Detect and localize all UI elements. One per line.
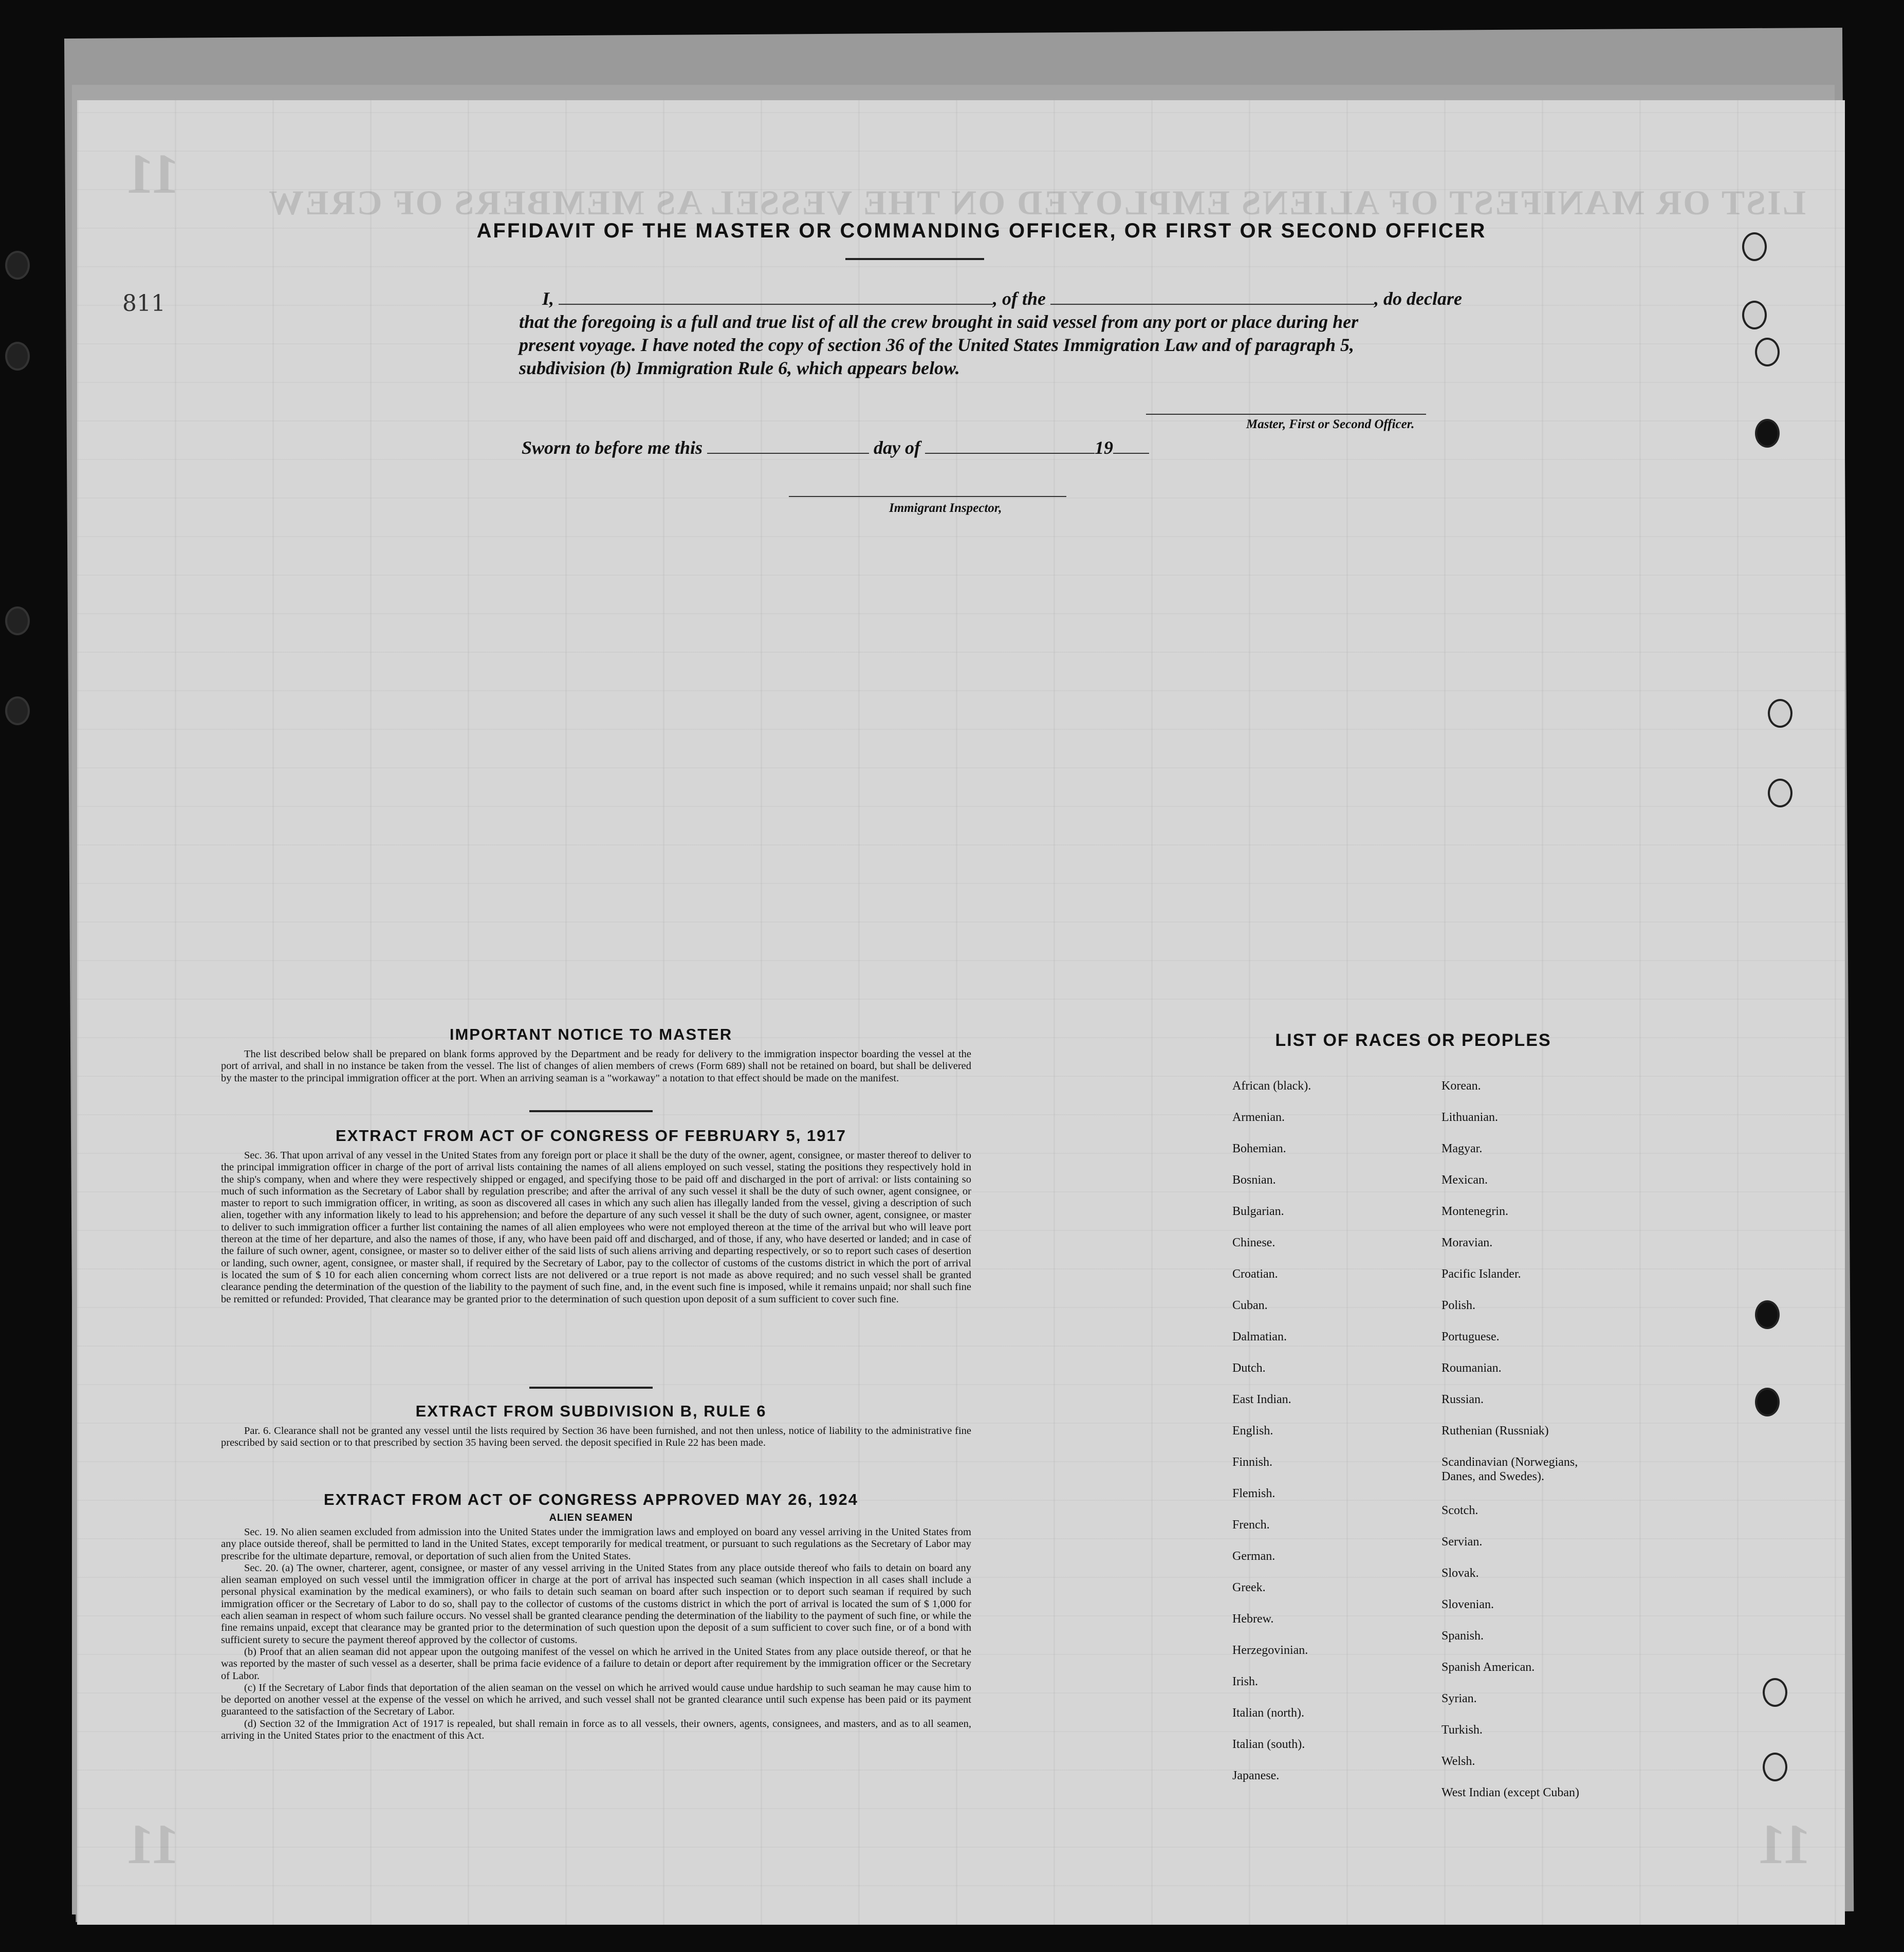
day-of-text: day of bbox=[874, 437, 921, 458]
race-item: Bosnian. bbox=[1232, 1173, 1276, 1187]
affidavit-i: I, bbox=[542, 288, 554, 309]
punch-hole bbox=[1742, 301, 1767, 329]
affidavit-declare: , do declare bbox=[1374, 288, 1462, 309]
race-item: Turkish. bbox=[1441, 1723, 1483, 1737]
binder-hole bbox=[5, 251, 30, 280]
race-item: Bulgarian. bbox=[1232, 1205, 1284, 1218]
race-item: Spanish American. bbox=[1441, 1661, 1535, 1674]
race-item: Mexican. bbox=[1441, 1173, 1488, 1187]
race-item: Japanese. bbox=[1232, 1769, 1280, 1782]
race-item: Pacific Islander. bbox=[1441, 1267, 1521, 1281]
sworn-line bbox=[509, 437, 1485, 458]
race-item: Cuban. bbox=[1232, 1299, 1268, 1312]
extract-1924-title: EXTRACT FROM ACT OF CONGRESS APPROVED MAY 26, 1924 bbox=[324, 1490, 858, 1508]
race-item: Italian (north). bbox=[1232, 1706, 1304, 1720]
punch-hole bbox=[1763, 1678, 1787, 1707]
vessel-field[interactable] bbox=[1050, 289, 1374, 305]
race-item: Scandinavian (Norwegians, bbox=[1441, 1456, 1578, 1469]
race-item: Bohemian. bbox=[1232, 1142, 1286, 1155]
binder-hole bbox=[5, 342, 30, 371]
race-item: Montenegrin. bbox=[1441, 1205, 1508, 1218]
race-item: East Indian. bbox=[1232, 1393, 1291, 1406]
race-item: Spanish. bbox=[1441, 1629, 1484, 1643]
race-item: Lithuanian. bbox=[1441, 1111, 1498, 1124]
punch-hole bbox=[1755, 1388, 1780, 1416]
extract-1917-title: EXTRACT FROM ACT OF CONGRESS OF FEBRUARY 5, 1917 bbox=[336, 1127, 846, 1145]
bleed-through-number: 11 bbox=[1758, 1813, 1811, 1875]
race-item: Korean. bbox=[1441, 1079, 1481, 1093]
race-item: Ruthenian (Russniak) bbox=[1441, 1424, 1549, 1438]
section-20c-paragraph: (c) If the Secretary of Labor finds that deportation of the alien seaman on the vessel on which he arrived would cause undue hardship to such seaman he may cause him to be deported on another vessel at the expense of the vessel on which he arrived, and such vessel shall not be granted clearance until such expense has been paid or its payment guaranteed to the satisfaction of the Secretary of Labor. bbox=[221, 1682, 971, 1718]
extract-1917-text bbox=[221, 1150, 971, 1305]
section-19-paragraph: Sec. 19. No alien seamen excluded from admission into the United States under the immigration laws and employed on board any vessel arriving in the United States from any place outside thereof, shall be permitted to land in the United States, except temporarily for medical treatment, or pursuant to such regulations as the Secretary of Labor may prescribe for the ultimate departure, removal, or deportation of such alien from the United States. bbox=[221, 1526, 971, 1562]
section-20b-paragraph: (b) Proof that an alien seaman did not appear upon the outgoing manifest of the vessel on which he arrived in the United States from any place outside thereof, or that he was reported by the master of such vessel as a deserter, shall be prima facie evidence of a failure to detain or deport after requirement by the immigration officer or the Secretary of Labor. bbox=[221, 1646, 971, 1682]
punch-hole bbox=[1742, 232, 1767, 261]
section-20a-paragraph: Sec. 20. (a) The owner, charterer, agent, consignee, or master of any vessel arriving in the United States from any place outside thereof who fails to detain on board any alien seaman employed on such vessel until the immigration officer in charge at the port of arrival has inspected such seaman (which inspection in all cases shall include a personal physical examination by the medical examiners), or who fails to detain such seaman on board after such inspection or to deport such seaman if required by such immigration officer or the Secretary of Labor to do so, shall pay to the collector of customs of the customs district in which the port of arrival is located the sum of $ 1,000 for each alien seaman in respect of whom such failure occurs. No vessel shall be granted clearance pending the determination of the liability to the payment of such fine, or while the fine remains unpaid, except that clearance may be granted prior to the determination of such question upon the deposit of a sum sufficient to cover such fine, or of a bond with sufficient surety to secure the payment thereof approved by the collector of customs. bbox=[221, 1562, 971, 1646]
race-item: Croatian. bbox=[1232, 1267, 1278, 1281]
race-item: French. bbox=[1232, 1518, 1270, 1532]
race-item: Italian (south). bbox=[1232, 1738, 1305, 1751]
sworn-text: Sworn to before me this bbox=[522, 437, 703, 458]
bleed-through-number: 11 bbox=[126, 142, 179, 205]
section-36-paragraph: Sec. 36. That upon arrival of any vessel in the United States from any foreign port or place it shall be the duty of the owner, agent, consignee, or master thereof to deliver to the principal immigration officer in charge of the port of arrival lists containing the names of all aliens employed on such vessel, stating the positions they respectively hold in the ship's company, when and where they were respectively shipped or engaged, and specifying those to be paid off and discharged in the port of arrival: or lists containing so much of such information as the Secretary of Labor shall by regulation prescribe; and after the arrival of any such vessel it shall be the duty of such owner, agent consignee, or master to report to such immigration officer, in writing, as soon as discovered all cases in which any such alien has illegally landed from the vessel, giving a description of such alien, together with any information likely to lead to his apprehension; and before the departure of any such vessel it shall be the duty of such owner, agent, consignee, or master to deliver to such immigration officer a further list containing the names of all alien employees who were not employed thereon at the time of the arrival but who will leave port thereon at the time of her departure, and also the names of those, if any, who have been paid off and discharged, and of those, if any, who have deserted or landed; and in case of the failure of such owner, agent, consignee, or master so to deliver either of the said lists of such aliens arriving and departing respectively, or so to report such cases of desertion or landing, such owner, agent, consignee, or master shall, if required by the Secretary of Labor, pay to the collector of customs of the customs district in which the port of arrival is located the sum of $ 10 for each alien concerning whom correct lists are not delivered or a true report is not made as above required; and no such vessel shall be granted clearance pending the determination of the question of the liability to the payment of such fine, and, in the event such fine is imposed, while it remains unpaid; nor shall such fine be remitted or refunded: Provided, That clearance may be granted prior to the determination of such question upon deposit of a sum sufficient to cover such fine. bbox=[221, 1150, 971, 1305]
race-item: Welsh. bbox=[1441, 1755, 1475, 1768]
binder-hole bbox=[5, 696, 30, 725]
inspector-signature-label: Immigrant Inspector, bbox=[889, 501, 1002, 515]
race-item: Greek. bbox=[1232, 1581, 1266, 1594]
race-item: West Indian (except Cuban) bbox=[1441, 1786, 1579, 1799]
races-title: LIST OF RACES OR PEOPLES bbox=[1275, 1030, 1551, 1050]
race-item: Armenian. bbox=[1232, 1111, 1285, 1124]
name-field[interactable] bbox=[559, 289, 993, 305]
binder-hole bbox=[5, 606, 30, 635]
race-item: English. bbox=[1232, 1424, 1273, 1438]
affidavit-line-2: that the foregoing is a full and true list of all the crew brought in said vessel from any port or place during her bbox=[519, 311, 1359, 332]
master-signature-label: Master, First or Second Officer. bbox=[1246, 417, 1415, 431]
affidavit-line-3: present voyage. I have noted the copy of section 36 of the United States Immigration Law and of paragraph 5, bbox=[519, 335, 1354, 355]
rule-6-paragraph: Par. 6. Clearance shall not be granted any vessel until the lists required by Section 36 have been furnished, and not then unless, notice of liability to the administrative fine prescribed by said section or to that prescribed by section 35 having been served. the deposit specified in Rule 22 has been made. bbox=[221, 1425, 971, 1449]
bleed-through-title: LIST OR MANIFEST OF ALIENS EMPLOYED ON THE VESSEL AS MEMBERS OF CREW bbox=[267, 183, 1806, 222]
race-item: Syrian. bbox=[1441, 1692, 1477, 1705]
extract-1924-subtitle: ALIEN SEAMEN bbox=[549, 1512, 633, 1523]
section-20d-paragraph: (d) Section 32 of the Immigration Act of 1917 is repealed, but shall remain in force as to all vessels, their owners, agents, consignees, and masters, and as to all seamen, arriving in the United States prior to the enactment of this Act. bbox=[221, 1718, 971, 1742]
title-rule bbox=[845, 258, 984, 260]
race-item: African (black). bbox=[1232, 1079, 1311, 1093]
bleed-through-number: 11 bbox=[126, 1813, 179, 1875]
affidavit-of-the: , of the bbox=[993, 288, 1046, 309]
rule-6-text bbox=[221, 1425, 971, 1449]
affidavit-line-1 bbox=[519, 288, 1495, 309]
race-item: German. bbox=[1232, 1550, 1276, 1563]
month-field[interactable] bbox=[925, 438, 1095, 454]
race-item: Dutch. bbox=[1232, 1361, 1266, 1375]
race-item: Polish. bbox=[1441, 1299, 1476, 1312]
section-rule bbox=[529, 1110, 653, 1112]
punch-hole bbox=[1755, 419, 1780, 448]
race-item: Scotch. bbox=[1441, 1504, 1478, 1517]
notice-title: IMPORTANT NOTICE TO MASTER bbox=[449, 1025, 733, 1043]
race-item: Hebrew. bbox=[1232, 1612, 1274, 1626]
form-number: 811 bbox=[122, 290, 165, 317]
punch-hole bbox=[1763, 1753, 1787, 1781]
race-item: Flemish. bbox=[1232, 1487, 1276, 1500]
punch-hole bbox=[1768, 779, 1792, 807]
affidavit-line-4: subdivision (b) Immigration Rule 6, which appears below. bbox=[519, 358, 960, 378]
punch-hole bbox=[1768, 699, 1792, 728]
year-field[interactable] bbox=[1113, 438, 1149, 454]
manifest-page bbox=[77, 100, 1845, 1925]
inspector-signature-line[interactable] bbox=[789, 496, 1066, 497]
race-item: Portuguese. bbox=[1441, 1330, 1500, 1343]
race-item: Slovak. bbox=[1441, 1567, 1479, 1580]
master-signature-line[interactable] bbox=[1146, 414, 1426, 415]
race-item: Roumanian. bbox=[1441, 1361, 1502, 1375]
notice-paragraph: The list described below shall be prepared on blank forms approved by the Department and be ready for delivery to the immigration inspector boarding the vessel at the port of arrival, and shall in no instance be taken from the vessel. The list of changes of alien members of crews (Form 689) shall not be retained on board, but shall be delivered by the master to the principal immigration officer at the port. When an arriving seaman is a "workaway" a notation to that effect should be made on the manifest. bbox=[221, 1048, 971, 1084]
punch-hole bbox=[1755, 338, 1780, 366]
race-item: Danes, and Swedes). bbox=[1441, 1470, 1544, 1483]
race-item: Herzegovinian. bbox=[1232, 1644, 1308, 1657]
extract-1924-text bbox=[221, 1526, 971, 1742]
race-item: Finnish. bbox=[1232, 1456, 1273, 1469]
year-prefix: 19 bbox=[1095, 437, 1114, 458]
race-item: Dalmatian. bbox=[1232, 1330, 1287, 1343]
race-item: Slovenian. bbox=[1441, 1598, 1494, 1611]
race-item: Servian. bbox=[1441, 1535, 1483, 1549]
rule-6-title: EXTRACT FROM SUBDIVISION B, RULE 6 bbox=[415, 1402, 767, 1420]
day-field[interactable] bbox=[707, 438, 869, 454]
race-item: Chinese. bbox=[1232, 1236, 1276, 1249]
section-rule bbox=[529, 1387, 653, 1389]
race-item: Russian. bbox=[1441, 1393, 1484, 1406]
race-item: Moravian. bbox=[1441, 1236, 1493, 1249]
race-item: Irish. bbox=[1232, 1675, 1258, 1688]
notice-text bbox=[221, 1048, 971, 1084]
affidavit-title: AFFIDAVIT OF THE MASTER OR COMMANDING OFFICER, OR FIRST OR SECOND OFFICER bbox=[476, 219, 1487, 242]
punch-hole bbox=[1755, 1300, 1780, 1329]
race-item: Magyar. bbox=[1441, 1142, 1483, 1155]
